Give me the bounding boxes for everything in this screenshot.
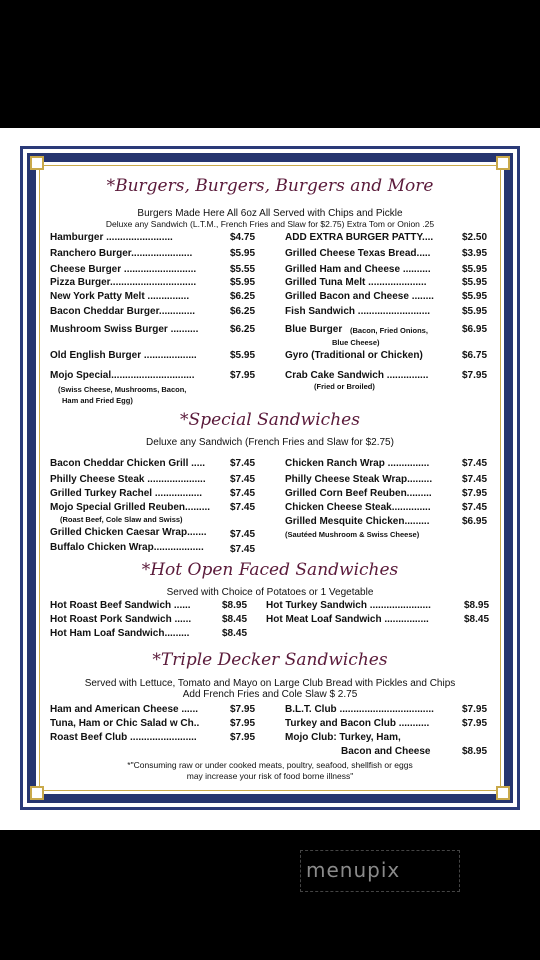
food-safety-notice-2: may increase your risk of food borne illness" (186, 771, 354, 781)
menu-item: Buffalo Chicken Wrap.................. (50, 542, 204, 553)
menu-item: Fish Sandwich .......................... (285, 306, 431, 317)
burgers-deluxe-note: Deluxe any Sandwich (L.T.M., French Fries and Slaw for $2.75) Extra Tom or Onion .25 (105, 219, 435, 229)
menu-item: Bacon and Cheese (341, 746, 431, 757)
menu-price: $7.45 (230, 488, 256, 499)
menu-content (44, 168, 496, 788)
menu-item: Turkey and Bacon Club ........... (285, 718, 430, 729)
menu-price: $6.25 (230, 306, 256, 317)
menu-item: Mojo Special Grilled Reuben......... (50, 502, 211, 513)
menu-item: Grilled Chicken Caesar Wrap....... (50, 527, 207, 538)
menu-price: $7.45 (230, 529, 256, 540)
menu-item: Mojo Club: Turkey, Ham, (285, 732, 401, 743)
item-note: Ham and Fried Egg) (62, 396, 133, 405)
menu-item: Philly Cheese Steak Wrap......... (285, 474, 433, 485)
menu-price: $7.45 (462, 458, 488, 469)
menu-price: $8.45 (222, 614, 248, 625)
menu-item: Philly Cheese Steak ..................... (50, 474, 206, 485)
item-note: (Roast Beef, Cole Slaw and Swiss) (60, 515, 183, 524)
menu-price: $5.95 (462, 291, 488, 302)
menu-item: Crab Cake Sandwich ............... (285, 370, 429, 381)
menu-item: Grilled Corn Beef Reuben......... (285, 488, 432, 499)
menu-item: Grilled Ham and Cheese .......... (285, 264, 431, 275)
menu-price: $7.95 (230, 732, 256, 743)
burgers-subtitle: Burgers Made Here All 6oz All Served with Chips and Pickle (137, 208, 403, 219)
triple-title: *Triple Decker Sandwiches (152, 650, 388, 670)
menu-price: $8.95 (222, 600, 248, 611)
menu-price: $3.95 (462, 248, 488, 259)
item-note: (Sautéed Mushroom & Swiss Cheese) (285, 530, 420, 539)
menu-price: $6.95 (462, 324, 488, 335)
menu-price: $5.55 (230, 264, 256, 275)
menu-price: $6.75 (462, 350, 488, 361)
corner-ornament-bl (30, 786, 44, 800)
menu-price: $4.75 (230, 232, 256, 243)
menu-item: Gyro (Traditional or Chicken) (285, 350, 423, 361)
menu-item: Hot Roast Beef Sandwich ...... (50, 600, 191, 611)
menu-price: $7.45 (230, 458, 256, 469)
triple-subtitle: Served with Lettuce, Tomato and Mayo on Large Club Bread with Pickles and Chips (84, 678, 456, 689)
menu-item: Bacon Cheddar Chicken Grill ..... (50, 458, 206, 469)
menu-price: $7.95 (462, 370, 488, 381)
menu-item: ADD EXTRA BURGER PATTY.... (285, 232, 434, 243)
item-note: (Swiss Cheese, Mushrooms, Bacon, (58, 385, 187, 394)
menu-price: $7.95 (462, 704, 488, 715)
menu-item: Hot Roast Pork Sandwich ...... (50, 614, 192, 625)
special-subtitle: Deluxe any Sandwich (French Fries and Slaw for $2.75) (146, 437, 394, 448)
hot-subtitle: Served with Choice of Potatoes or 1 Vegetable (166, 587, 374, 598)
menu-price: $5.95 (230, 350, 256, 361)
menu-item: Bacon Cheddar Burger............. (50, 306, 196, 317)
burgers-title: *Burgers, Burgers, Burgers and More (106, 176, 434, 196)
menu-item: Grilled Tuna Melt ..................... (285, 277, 427, 288)
menu-price: $5.95 (462, 264, 488, 275)
menu-item: New York Patty Melt ............... (50, 291, 190, 302)
menu-item: Mojo Special.............................. (50, 370, 195, 381)
menu-price: $8.95 (462, 746, 488, 757)
menu-price: $6.25 (230, 291, 256, 302)
menu-item: Grilled Turkey Rachel ................. (50, 488, 203, 499)
menu-item: Ranchero Burger...................... (50, 248, 193, 259)
menu-price: $5.95 (462, 306, 488, 317)
menu-item: B.L.T. Club .................................. (285, 704, 434, 715)
menu-price: $5.95 (230, 277, 256, 288)
special-title: *Special Sandwiches (180, 410, 360, 430)
menu-price: $8.95 (464, 600, 490, 611)
item-note: Blue Cheese) (332, 338, 380, 347)
menu-price: $7.95 (230, 718, 256, 729)
menu-price: $8.45 (222, 628, 248, 639)
food-safety-notice: *"Consuming raw or under cooked meats, poultry, seafood, shellfish or eggs (127, 760, 413, 770)
menu-price: $7.95 (462, 718, 488, 729)
corner-ornament-tl (30, 156, 44, 170)
menu-price: $2.50 (462, 232, 488, 243)
menu-item: Chicken Cheese Steak.............. (285, 502, 431, 513)
menu-price: $7.45 (462, 474, 488, 485)
menu-item: Mushroom Swiss Burger .......... (50, 324, 199, 335)
menu-item: Tuna, Ham or Chic Salad w Ch.. (50, 718, 200, 729)
menu-item: Hot Meat Loaf Sandwich ................ (266, 614, 429, 625)
menu-price: $5.95 (462, 277, 488, 288)
menu-item: Roast Beef Club ........................ (50, 732, 197, 743)
menu-item: Grilled Mesquite Chicken......... (285, 516, 430, 527)
menu-item: Cheese Burger .......................... (50, 264, 197, 275)
menu-item: Ham and American Cheese ...... (50, 704, 199, 715)
menu-item: Chicken Ranch Wrap ............... (285, 458, 430, 469)
menu-price: $6.95 (462, 516, 488, 527)
menu-item: Hot Ham Loaf Sandwich......... (50, 628, 190, 639)
hot-title: *Hot Open Faced Sandwiches (141, 560, 399, 580)
corner-ornament-br (496, 786, 510, 800)
corner-ornament-tr (496, 156, 510, 170)
menupix-watermark: menupix (306, 858, 401, 882)
menu-price: $5.95 (230, 248, 256, 259)
menu-item: Old English Burger ................... (50, 350, 197, 361)
menu-item: Pizza Burger............................... (50, 277, 197, 288)
menu-price: $7.95 (462, 488, 488, 499)
menu-item: Hot Turkey Sandwich ...................... (266, 600, 431, 611)
menu-price: $8.45 (464, 614, 490, 625)
menu-price: $6.25 (230, 324, 256, 335)
menu-item: Grilled Bacon and Cheese ........ (285, 291, 434, 302)
menu-price: $7.95 (230, 370, 256, 381)
menu-page (0, 128, 540, 830)
menu-price: $7.95 (230, 704, 256, 715)
item-note: (Fried or Broiled) (314, 382, 375, 391)
menu-price: $7.45 (230, 502, 256, 513)
item-note: (Bacon, Fried Onions, (350, 326, 428, 335)
menu-price: $7.45 (462, 502, 488, 513)
menu-price: $7.45 (230, 474, 256, 485)
menu-price: $7.45 (230, 544, 256, 555)
triple-addon: Add French Fries and Cole Slaw $ 2.75 (182, 689, 358, 700)
menu-item: Grilled Cheese Texas Bread..... (285, 248, 431, 259)
menu-item: Blue Burger (285, 324, 343, 335)
menu-item: Hamburger ........................ (50, 232, 173, 243)
